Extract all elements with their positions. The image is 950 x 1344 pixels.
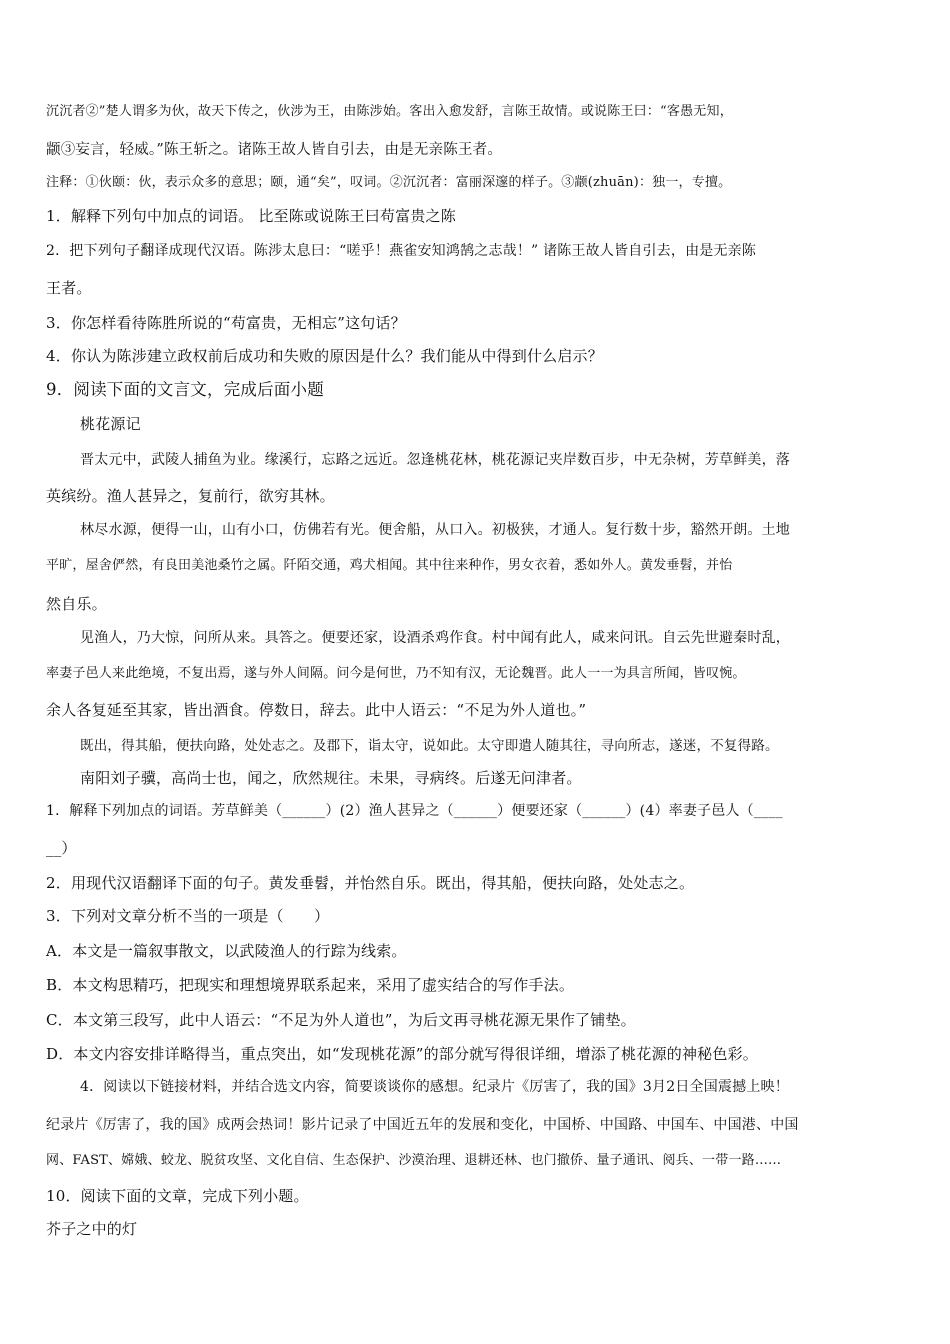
text-line: 颛③妄言，轻威。”陈王斩之。诸陈王故人皆自引去，由是无亲陈王者。 [46, 142, 503, 158]
text-line: 既出，得其船，便扶向路，处处志之。及郡下，诣太守，说如此。太守即遣人随其往，寻向所志，遂迷，不复得路。 [80, 738, 779, 754]
text-line: 2．用现代汉语翻译下面的句子。黄发垂髫，并怡然自乐。既出，得其船，便扶向路，处处志之。 [46, 874, 695, 892]
passage-title: 芥子之中的灯 [46, 1220, 138, 1238]
text-line: 1．解释下列加点的词语。芳草鲜美（______）(2）渔人甚异之（______）便要还家（______）(4）率妻子邑人（____ [46, 803, 783, 819]
text-line: 沉沉者②”楚人谓多为伙，故天下传之，伙涉为王，由陈涉始。客出入愈发舒，言陈王故情。或说陈王曰：“客愚无知， [46, 104, 733, 119]
text-line: 平旷，屋舍俨然，有良田美池桑竹之属。阡陌交通，鸡犬相闻。其中往来种作，男女衣着，悉如外人。黄发垂髫，并怡 [46, 558, 733, 573]
text-line: 南阳刘子骥，高尚士也，闻之，欣然规往。未果，寻病终。后遂无问津者。 [80, 769, 582, 787]
text-line: 网、FAST、嫦娥、蛟龙、脱贫攻坚、文化自信、生态保护、沙漠治理、退耕还林、也门撤侨、量子通讯、阅兵、一带一路…… [46, 1153, 782, 1168]
text-line: 3．下列对文章分析不当的一项是（ ） [46, 907, 330, 925]
text-line: 3．你怎样看待陈胜所说的“苟富贵，无相忘”这句话？ [46, 314, 406, 332]
text-line: __） [46, 839, 77, 857]
text-line: 率妻子邑人来此绝境，不复出焉，遂与外人间隔。问今是何世，乃不知有汉，无论魏晋。此人一一为具言所闻，皆叹惋。 [46, 666, 746, 681]
text-line: 1．解释下列句中加点的词语。 比至陈或说陈王曰苟富贵之陈 [46, 207, 456, 225]
text-line: 晋太元中，武陵人捕鱼为业。缘溪行，忘路之远近。忽逢桃花林，桃花源记夹岸数百步，中无杂树，芳草鲜美，落 [80, 452, 790, 468]
option-c: C．本文第三段写，此中人语云：“不足为外人道也”，为后文再寻桃花源无果作了铺垫。 [46, 1011, 636, 1029]
text-line: 注释：①伙颐：伙，表示众多的意思；颐，通“矣”，叹词。②沉沉者：富丽深邃的样子。③颛(zhuān)：独一，专擅。 [46, 175, 732, 190]
text-line: 4．你认为陈涉建立政权前后成功和失败的原因是什么？我们能从中得到什么启示？ [46, 347, 603, 365]
text-line: 英缤纷。渔人甚异之，复前行，欲穷其林。 [46, 487, 335, 505]
section-heading: 9．阅读下面的文言文，完成后面小题 [46, 380, 324, 399]
option-a: A．本文是一篇叙事散文，以武陵渔人的行踪为线索。 [46, 942, 407, 960]
option-b: B．本文构思精巧，把现实和理想境界联系起来，采用了虚实结合的写作手法。 [46, 976, 575, 994]
text-line: 见渔人，乃大惊，问所从来。具答之。便要还家，设酒杀鸡作食。村中闻有此人，咸来问讯。自云先世避秦时乱， [80, 630, 790, 646]
text-line: 纪录片《厉害了，我的国》成两会热词！影片记录了中国近五年的发展和变化，中国桥、中国路、中国车、中国港、中国 [46, 1117, 799, 1133]
section-heading: 10．阅读下面的文章，完成下列小题。 [46, 1187, 309, 1205]
passage-title: 桃花源记 [80, 415, 141, 433]
text-line: 余人各复延至其家，皆出酒食。停数日，辞去。此中人语云：“不足为外人道也。” [46, 701, 587, 719]
option-d: D．本文内容安排详略得当，重点突出，如“发现桃花源”的部分就写得很详细，增添了桃花源的神秘色彩。 [46, 1045, 758, 1063]
text-line: 然自乐。 [46, 595, 107, 613]
text-line: 林尽水源，便得一山，山有小口，仿佛若有光。便舍船，从口入。初极狭，才通人。复行数十步，豁然开朗。土地 [80, 522, 790, 538]
text-line: 2．把下列句子翻译成现代汉语。陈涉太息曰：“嗟乎！燕雀安知鸿鹄之志哉！” 诸陈王故人皆自引去，由是无亲陈 [46, 243, 757, 259]
text-line: 4．阅读以下链接材料，并结合选文内容，简要谈谈你的感想。纪录片《厉害了，我的国》3月2日全国震撼上映！ [80, 1079, 789, 1095]
text-line: 王者。 [46, 279, 92, 297]
